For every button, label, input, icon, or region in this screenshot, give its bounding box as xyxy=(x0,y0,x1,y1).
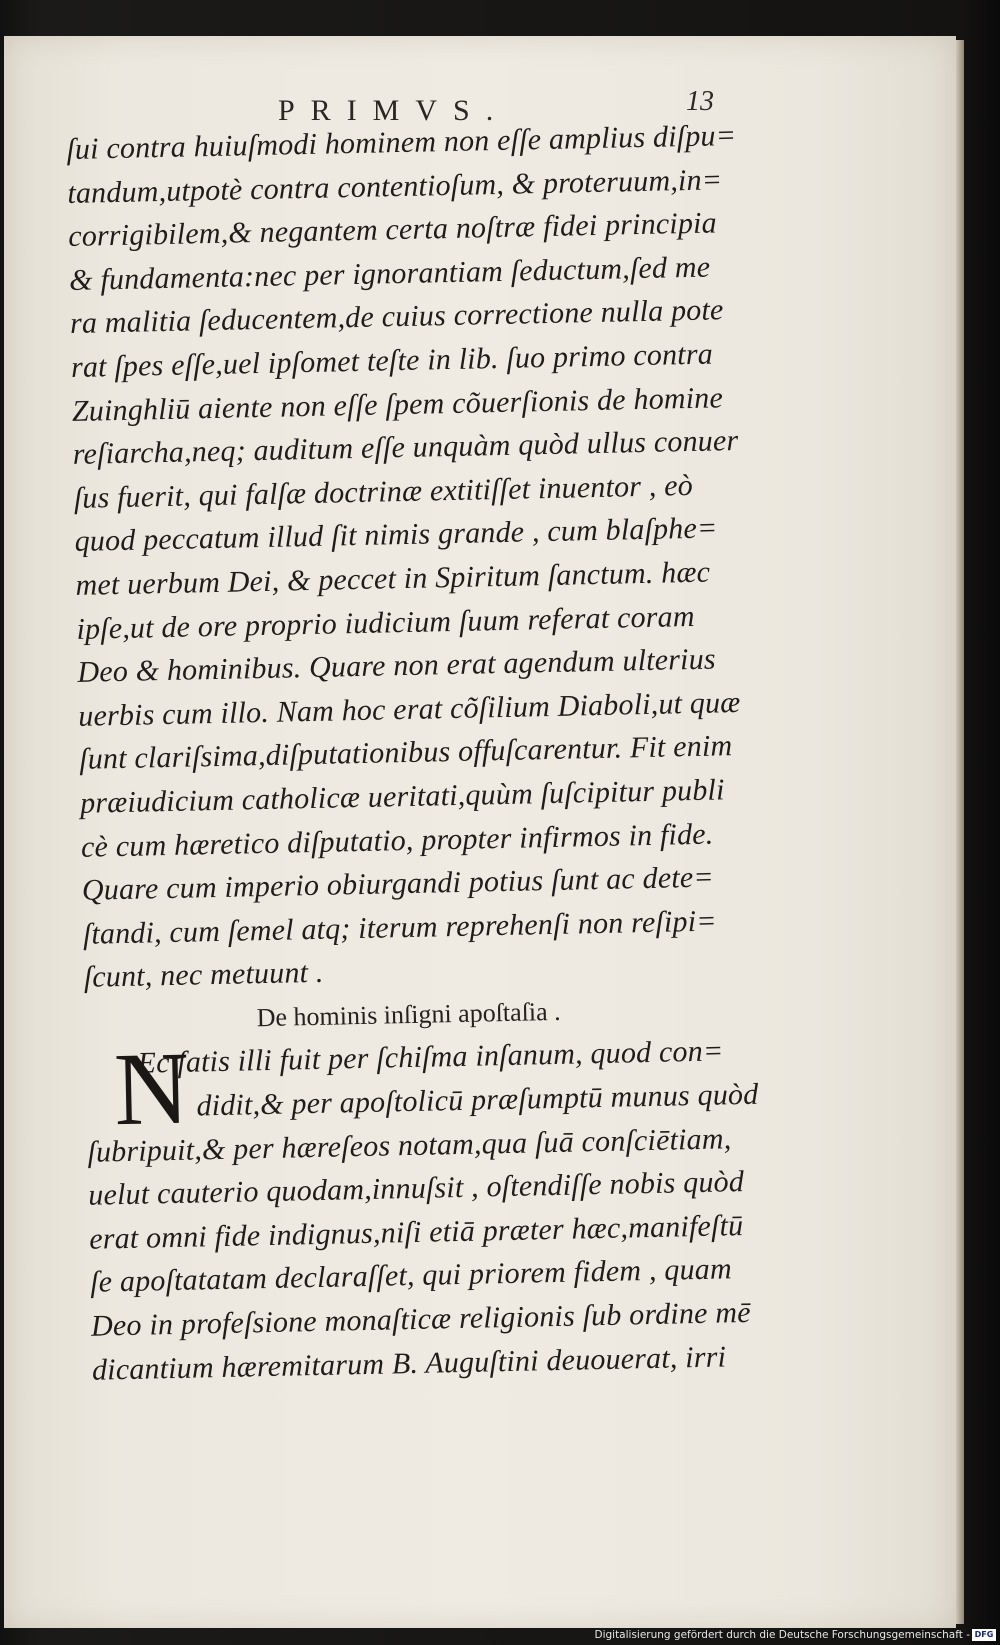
text-line: uelut cauterio quodam,innuſsit , oſtendiſſe nobis quòd xyxy=(88,1165,745,1213)
text-line: ipſe,ut de ore proprio iudicium ſuum referat coram xyxy=(76,599,695,646)
text-line: Quare cum imperio obiurgandi potius ſunt ac dete= xyxy=(81,860,715,907)
paragraph xyxy=(85,1028,822,1392)
text-line: quod peccatum illud ſit nimis grande , cum blaſphe= xyxy=(74,511,718,559)
text-line: ſcunt, nec metuunt . xyxy=(83,956,324,995)
text-line: ſus fuerit, qui falſæ doctrinæ extitiſſet inuentor , eò xyxy=(73,468,694,515)
text-line: dicantium hæremitarum B. Auguſtini deuouerat, irri xyxy=(91,1340,727,1387)
text-line: ſtandi, cum ſemel atq; iterum reprehenſi non reſipi= xyxy=(82,904,717,951)
text-line: ſui contra huiuſmodi hominem non eſſe amplius diſpu= xyxy=(66,118,737,166)
page-number: 13 xyxy=(686,86,714,117)
digitization-credit: Digitalisierung gefördert durch die Deutsche Forschungsgemeinschaft - xyxy=(594,1629,970,1641)
text-line: ſubripuit,& per hæreſeos notam,qua ſuā conſciētiam, xyxy=(87,1121,732,1169)
text-line: didit,& per apoſtolicū præſumptū munus quòd xyxy=(196,1077,759,1123)
text-line: præiudicium catholicæ ueritati,quùm ſuſcipitur publi xyxy=(79,773,725,820)
text-line: Deo in profeſsione monaſticæ religionis ſub ordine mē xyxy=(90,1295,752,1343)
text-line: uerbis cum illo. Nam hoc erat cõſilium Diaboli,ut quæ xyxy=(77,685,741,733)
text-line: cè cum hæretico diſputatio, propter infirmos in fide. xyxy=(80,817,714,864)
text-line: Zuinghliū aiente non eſſe ſpem cõuerſionis de homine xyxy=(71,380,724,428)
dfg-logo: DFG xyxy=(972,1629,996,1641)
text-line: erat omni fide indignus,niſi etiā præter hæc,manifeſtū xyxy=(88,1208,744,1256)
text-line: corrigibilem,& negantem certa noſtræ fidei principia xyxy=(67,206,718,254)
text-line: & fundamenta:nec per ignorantiam ſeductum,ſed me xyxy=(68,250,711,297)
text-line: ſe apoſtatatam declaraſſet, qui priorem fidem , quam xyxy=(89,1252,733,1300)
section-heading: De hominis inſigni apoſtaſia . xyxy=(256,996,561,1033)
text-line: Deo & hominibus. Quare non erat agendum ulterius xyxy=(77,642,717,690)
page-edge xyxy=(956,40,964,1624)
text-line: met uerbum Dei, & peccet in Spiritum ſanctum. hæc xyxy=(75,555,711,602)
text-line: ra malitia ſeducentem,de cuius correctione nulla pote xyxy=(69,293,724,341)
running-head: PRIMVS. xyxy=(278,94,510,127)
text-line: rat ſpes eſſe,uel ipſomet teſte in lib. ſuo primo contra xyxy=(70,337,714,384)
text-block xyxy=(66,113,822,1392)
text-line: ſunt clariſsima,diſputationibus offuſcarentur. Fit enim xyxy=(78,729,733,777)
drop-cap: N xyxy=(112,1031,191,1148)
text-line: tandum,utpotè contra contentioſum, & proteruum,in= xyxy=(67,162,723,210)
text-line: reſiarcha,neq; auditum eſſe unquàm quòd ullus conuer xyxy=(72,424,739,472)
text-line: Ec ſatis illi fuit per ſchiſma inſanum, quod con= xyxy=(137,1034,724,1081)
